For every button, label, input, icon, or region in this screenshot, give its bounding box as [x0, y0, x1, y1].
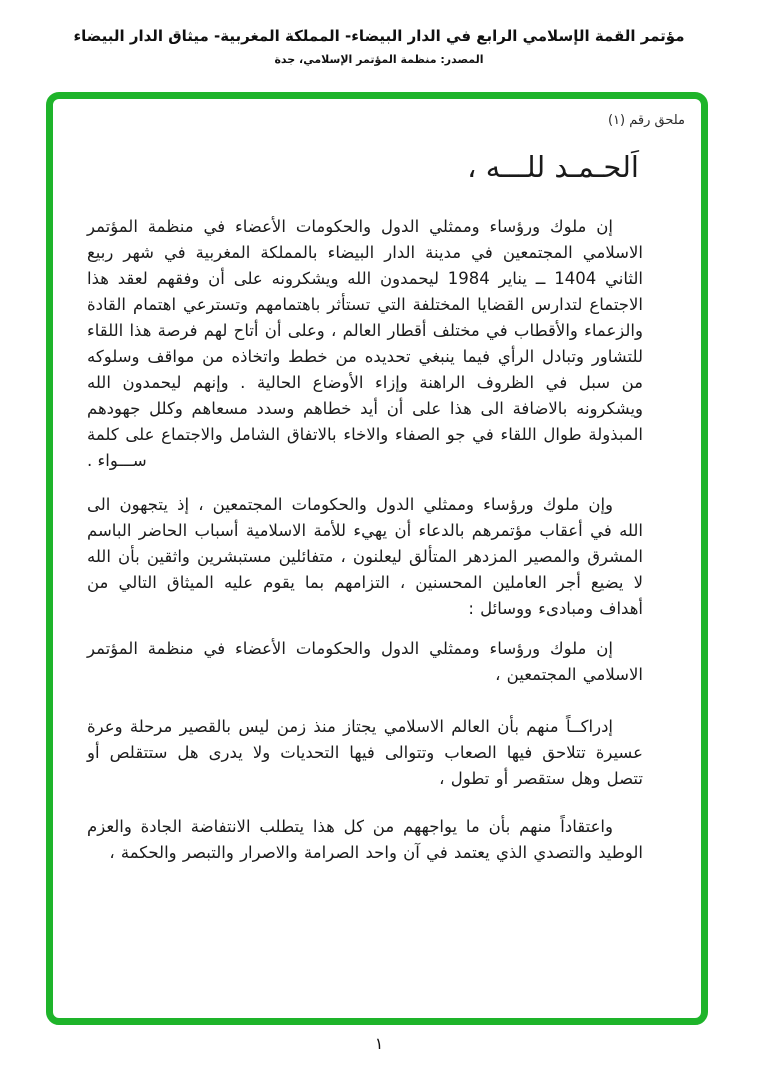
body-paragraph-4: إدراكــاً منهم بأن العالم الاسلامي يجتاز منذ زمن ليس بالقصير مرحلة وعرة عسيرة تتلاحق فيها الصعاب وتتوالى فيها التحديات ولا يدرى هل ستتقلص أو تتصل وهل ستقصر أو تطول ،: [87, 717, 643, 788]
page-number: ١: [374, 1034, 384, 1053]
header-title: مؤتمر القمة الإسلامي الرابع في الدار البيضاء- المملكة المغربية- ميثاق الدار البيضاء: [73, 27, 685, 45]
body-paragraph-1-tail: ســـواء .: [87, 451, 147, 470]
basmala-heading: اَلحـمـد للـــه ،: [467, 150, 639, 184]
annex-label: ملحق رقم (١): [607, 113, 685, 128]
body-paragraph-5: واعتقاداً منهم بأن ما يواجههم من كل هذا يتطلب الانتفاضة الجادة والعزم الوطيد والتصدي الذي يعتمد في آن واحد الصرامة والاصرار والتبصر والحكمة ،: [87, 817, 643, 862]
header-source: المصدر: منظمة المؤتمر الإسلامي، جدة: [274, 53, 484, 66]
body-paragraph-3: إن ملوك ورؤساء وممثلي الدول والحكومات الأعضاء في منظمة المؤتمر الاسلامي المجتمعين ،: [87, 639, 643, 684]
body-paragraph-1: إن ملوك ورؤساء وممثلي الدول والحكومات الأعضاء في منظمة المؤتمر الاسلامي المجتمعين في مدينة الدار البيضاء بالمملكة المغربية في شهر ربيع الثاني 1404 ــ يناير 1984 ليحمدون الله ويشكرونه على أن وفقهم لعقد هذا الاجتماع لتدارس القضايا المختلفة التي تستأثر باهتمامهم وتسترعي اهتمام القادة والزعماء والأقطاب في مختلف أقطار العالم ، وعلى أن أتاح لهم فرصة هذا اللقاء للتشاور وتبادل الرأي فيما ينبغي تحديده من خطط واتخاذه من مواقف وسلوكه من سبل في الظروف الراهنة وإزاء الأوضاع الحالية . وإنهم ليحمدون الله ويشكرونه بالاضافة الى هذا على أن أيد خطاهم وسدد مسعاهم وكلل جهودهم المبذولة طوال اللقاء في جو الصفاء والاخاء بالاتفاق الشامل والاجتماع على كلمة: [87, 217, 643, 444]
body-paragraph-2: وإن ملوك ورؤساء وممثلي الدول والحكومات المجتمعين ، إذ يتجهون الى الله في أعقاب مؤتمرهم بالدعاء أن يهيء للأمة الاسلامية أسباب الحاضر الباسم المشرق والمصير المزدهر المتألق ليعلنون ، متفائلين مستبشرين واثقين بأن الله لا يضيع أجر العاملين المحسنين ، التزامهم بما يقوم عليه الميثاق التالي من أهداف ومبادىء ووسائل :: [87, 495, 643, 618]
document-frame: [46, 92, 708, 1025]
page-header: [0, 24, 758, 68]
